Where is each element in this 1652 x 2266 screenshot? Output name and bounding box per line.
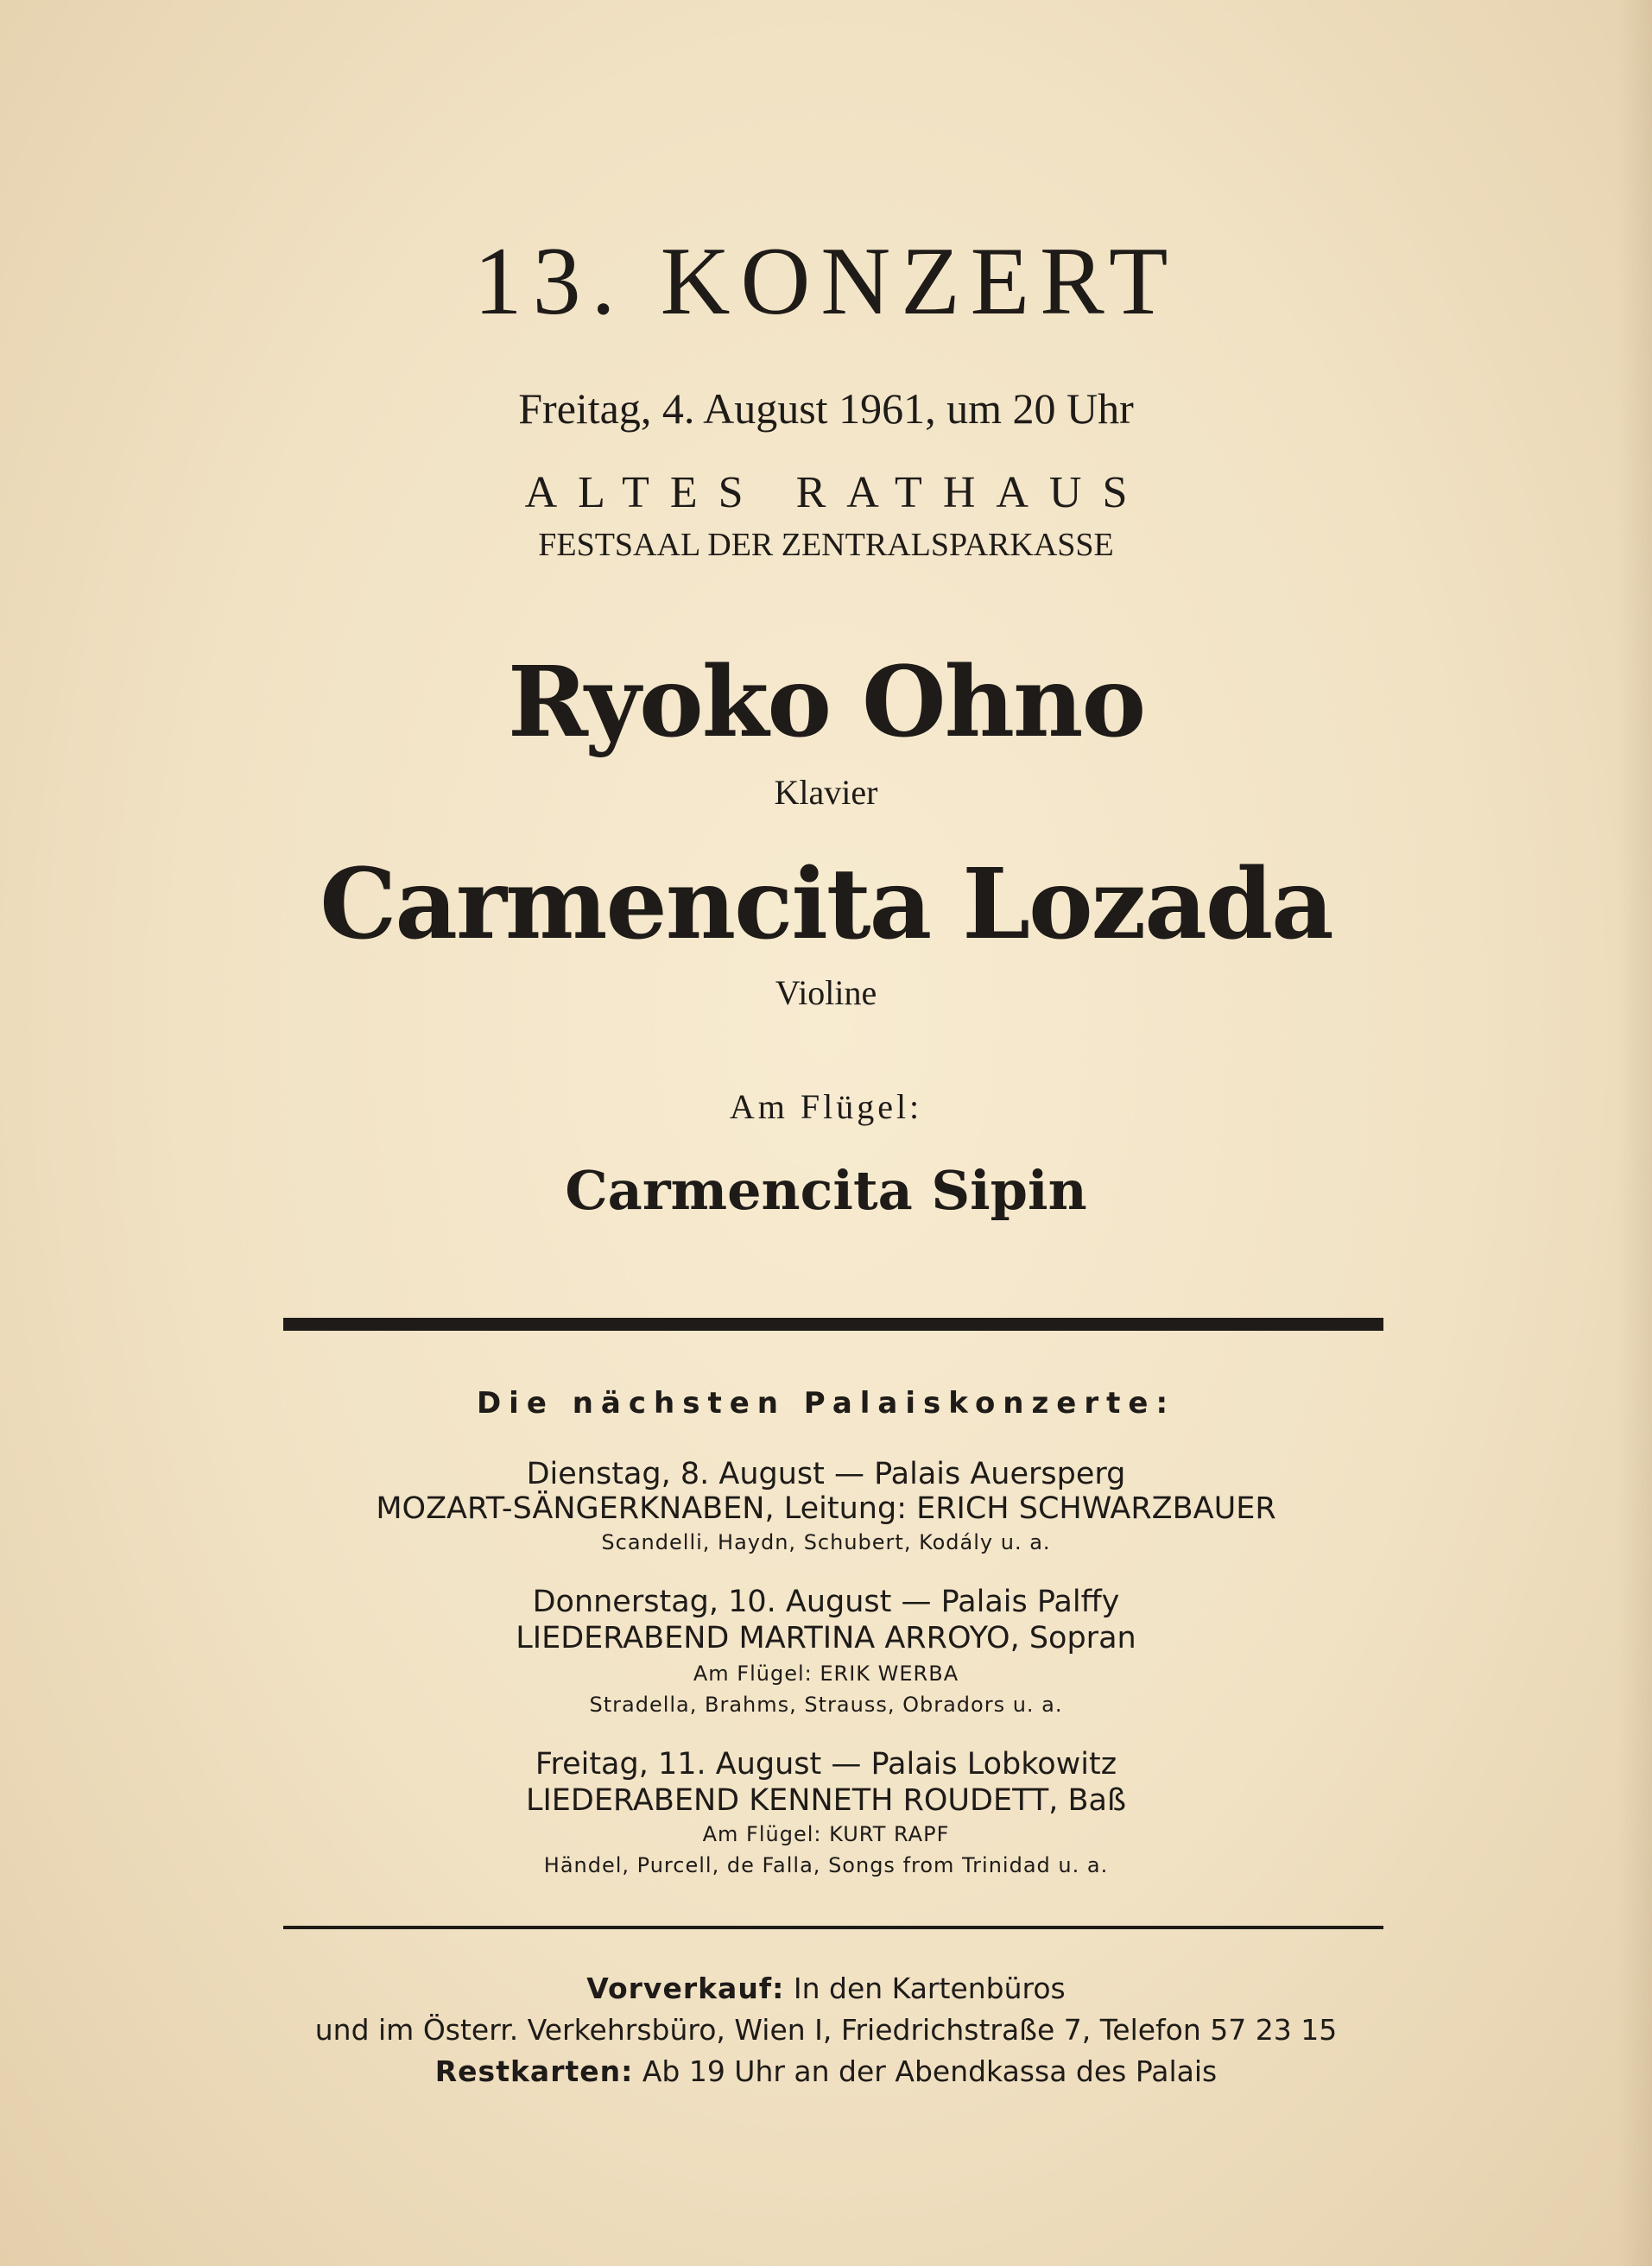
event-title: LIEDERABEND KENNETH ROUDETT, Baß [525, 1783, 1127, 1818]
office-line: und im Österr. Verkehrsbüro, Wien I, Friedrichstraße 7, Telefon 57 23 15 [314, 2013, 1338, 2047]
venue-name: ALTES RATHAUS [524, 468, 1149, 517]
event-title: LIEDERABEND MARTINA ARROYO, Sopran [516, 1621, 1136, 1655]
event-date-venue: Freitag, 11. August — Palais Lobkowitz [535, 1747, 1117, 1782]
remaining-text: Ab 19 Uhr an der Abendkassa des Palais [642, 2054, 1218, 2088]
divider-thick [283, 1318, 1383, 1331]
concert-number: 13. KONZERT [473, 228, 1179, 335]
presale-text: In den Kartenbüros [793, 1972, 1066, 2005]
performer-name: Ryoko Ohno [507, 646, 1145, 759]
accompanist-name: Carmencita Sipin [565, 1159, 1087, 1222]
performer-name: Carmencita Lozada [320, 848, 1332, 961]
performer-instrument: Klavier [774, 773, 878, 812]
remaining-line [0, 2054, 1652, 2088]
remaining-label: Restkarten: [434, 2054, 634, 2088]
event-program: Stradella, Brahms, Strauss, Obradors u. a. [589, 1693, 1063, 1717]
event-date-venue: Dienstag, 8. August — Palais Auersperg [526, 1457, 1126, 1491]
paper-edge-shadow [1617, 0, 1652, 2266]
concert-date: Freitag, 4. August 1961, um 20 Uhr [518, 384, 1134, 433]
event-accompanist: Am Flügel: ERIK WERBA [693, 1662, 959, 1686]
accompanist-label: Am Flügel: [729, 1087, 923, 1126]
next-concerts-heading: Die nächsten Palaiskonzerte: [476, 1386, 1176, 1421]
event-date-venue: Donnerstag, 10. August — Palais Palffy [532, 1585, 1120, 1619]
presale-line [0, 1974, 1652, 2003]
event-title: MOZART-SÄNGERKNABEN, Leitung: ERICH SCHWARZBAUER [376, 1491, 1276, 1526]
event-accompanist: Am Flügel: KURT RAPF [702, 1822, 950, 1846]
event-program: Händel, Purcell, de Falla, Songs from Trinidad u. a. [543, 1853, 1109, 1877]
performer-instrument: Violine [775, 973, 877, 1012]
venue-hall: FESTSAAL DER ZENTRALSPARKASSE [538, 527, 1114, 563]
presale-label: Vorverkauf: [586, 1972, 785, 2005]
event-program: Scandelli, Haydn, Schubert, Kodály u. a. [601, 1530, 1051, 1554]
divider-thin [283, 1926, 1383, 1929]
